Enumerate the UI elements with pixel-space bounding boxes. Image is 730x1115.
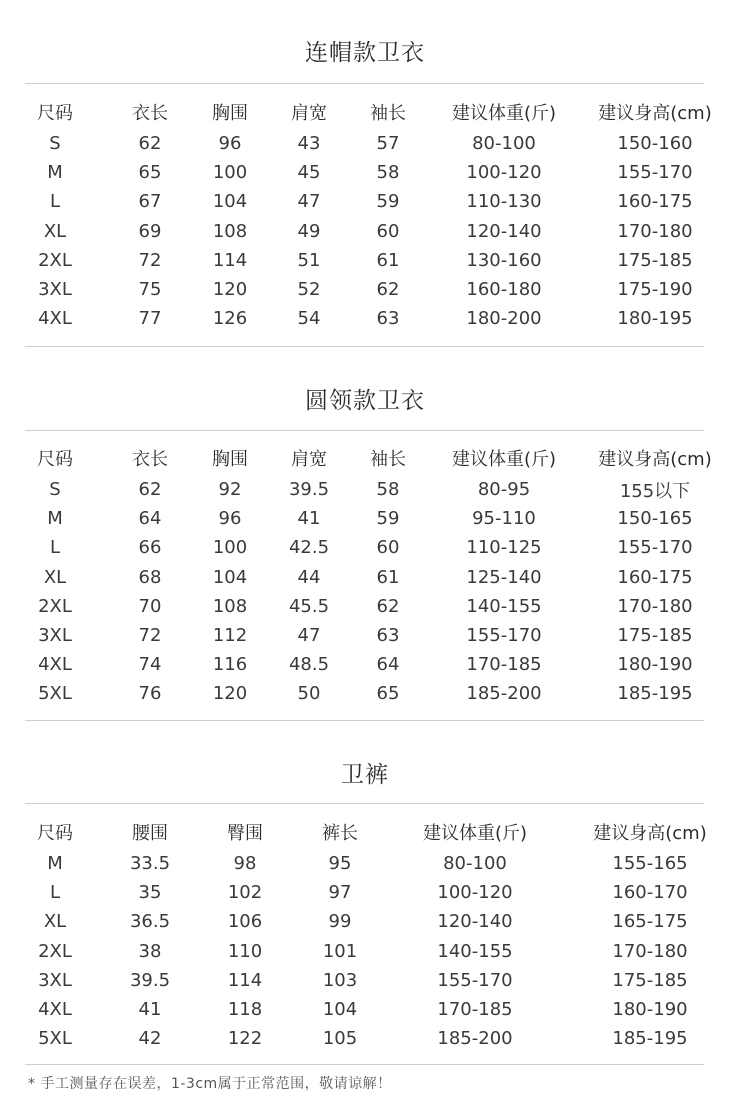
- value-cell: 100-120: [437, 882, 513, 904]
- value-cell: 175-185: [617, 249, 693, 271]
- value-cell: 58: [376, 479, 400, 501]
- value-cell: 80-100: [443, 853, 507, 875]
- value-cell: 130-160: [466, 249, 542, 271]
- value-cell: 126: [212, 308, 248, 330]
- size-cell: M: [47, 508, 63, 530]
- header-height: 建议身高(cm): [598, 449, 712, 470]
- table-row: [0, 275, 730, 304]
- table-row: [0, 187, 730, 216]
- table-row: [0, 129, 730, 158]
- value-cell: 75: [138, 279, 162, 301]
- table-row: [0, 621, 730, 650]
- size-cell: M: [47, 853, 63, 875]
- value-cell: 160-175: [617, 566, 693, 588]
- value-cell: 58: [376, 162, 400, 184]
- value-cell: 185-195: [612, 1028, 688, 1050]
- value-cell: 70: [138, 595, 162, 617]
- value-cell: 98: [233, 853, 257, 875]
- table-row: [0, 937, 730, 966]
- value-cell: 175-185: [612, 969, 688, 991]
- value-cell: 185-200: [466, 683, 542, 705]
- value-cell: 63: [376, 308, 400, 330]
- value-cell: 160-170: [612, 882, 688, 904]
- size-table-crewneck: [0, 441, 730, 709]
- header-sleeve: 袖长: [370, 103, 406, 124]
- value-cell: 170-180: [617, 595, 693, 617]
- header-hip: 臀围: [227, 823, 263, 844]
- size-cell: 2XL: [38, 249, 72, 271]
- value-cell: 57: [376, 133, 400, 155]
- size-table-pants: [0, 815, 730, 1053]
- value-cell: 77: [138, 308, 162, 330]
- value-cell: 180-195: [617, 308, 693, 330]
- value-cell: 160-180: [466, 279, 542, 301]
- size-cell: 5XL: [38, 1028, 72, 1050]
- value-cell: 170-185: [437, 999, 513, 1021]
- header-waist: 腰围: [132, 823, 168, 844]
- value-cell: 114: [227, 969, 263, 991]
- value-cell: 60: [376, 220, 400, 242]
- value-cell: 125-140: [466, 566, 542, 588]
- measurement-note: * 手工测量存在误差，1-3cm属于正常范围，敬请谅解！: [28, 1076, 392, 1092]
- header-chest: 胸围: [212, 449, 248, 470]
- header-length: 衣长: [132, 103, 168, 124]
- size-cell: XL: [43, 911, 67, 933]
- size-cell: 4XL: [38, 308, 72, 330]
- value-cell: 110-130: [466, 191, 542, 213]
- value-cell: 106: [227, 911, 263, 933]
- value-cell: 108: [212, 220, 248, 242]
- value-cell: 100: [212, 537, 248, 559]
- size-table-hoodie: [0, 95, 730, 333]
- value-cell: 74: [138, 654, 162, 676]
- header-sleeve: 袖长: [370, 449, 406, 470]
- value-cell: 42: [138, 1028, 162, 1050]
- header-size: 尺码: [37, 103, 73, 124]
- value-cell: 80-100: [472, 133, 536, 155]
- value-cell: 66: [138, 537, 162, 559]
- divider: [25, 720, 704, 721]
- value-cell: 122: [227, 1028, 263, 1050]
- value-cell: 155-170: [617, 162, 693, 184]
- value-cell: 140-155: [466, 595, 542, 617]
- size-cell: XL: [43, 220, 67, 242]
- size-cell: XL: [43, 566, 67, 588]
- table-header: [0, 441, 730, 475]
- value-cell: 63: [376, 625, 400, 647]
- value-cell: 95-110: [472, 508, 536, 530]
- value-cell: 67: [138, 191, 162, 213]
- value-cell: 69: [138, 220, 162, 242]
- value-cell: 180-200: [466, 308, 542, 330]
- table-row: [0, 533, 730, 562]
- value-cell: 102: [227, 882, 263, 904]
- size-cell: 3XL: [38, 969, 72, 991]
- size-cell: 3XL: [38, 279, 72, 301]
- value-cell: 45.5: [288, 595, 330, 617]
- value-cell: 49: [297, 220, 321, 242]
- divider: [25, 1064, 704, 1065]
- value-cell: 39.5: [129, 969, 171, 991]
- value-cell: 140-155: [437, 940, 513, 962]
- value-cell: 180-190: [617, 654, 693, 676]
- header-shoulder: 肩宽: [291, 449, 327, 470]
- value-cell: 65: [138, 162, 162, 184]
- divider: [25, 430, 704, 431]
- value-cell: 170-180: [612, 940, 688, 962]
- value-cell: 47: [297, 191, 321, 213]
- header-shoulder: 肩宽: [291, 103, 327, 124]
- header-pant-length: 裤长: [322, 823, 358, 844]
- value-cell: 185-195: [617, 683, 693, 705]
- value-cell: 165-175: [612, 911, 688, 933]
- value-cell: 44: [297, 566, 321, 588]
- value-cell: 155-165: [612, 853, 688, 875]
- value-cell: 61: [376, 249, 400, 271]
- table-row: [0, 475, 730, 504]
- header-length: 衣长: [132, 449, 168, 470]
- value-cell: 108: [212, 595, 248, 617]
- table-row: [0, 1024, 730, 1053]
- header-height: 建议身高(cm): [593, 823, 707, 844]
- value-cell: 185-200: [437, 1028, 513, 1050]
- value-cell: 64: [376, 654, 400, 676]
- table-row: [0, 246, 730, 275]
- value-cell: 112: [212, 625, 248, 647]
- header-weight: 建议体重(斤): [451, 103, 557, 124]
- value-cell: 104: [322, 999, 358, 1021]
- table-row: [0, 217, 730, 246]
- value-cell: 104: [212, 566, 248, 588]
- table-row: [0, 563, 730, 592]
- section-title-hoodie: 连帽款卫衣: [305, 40, 425, 66]
- value-cell: 47: [297, 625, 321, 647]
- value-cell: 92: [218, 479, 242, 501]
- table-row: [0, 650, 730, 679]
- header-height: 建议身高(cm): [598, 103, 712, 124]
- value-cell: 62: [138, 479, 162, 501]
- value-cell: 38: [138, 940, 162, 962]
- table-row: [0, 158, 730, 187]
- value-cell: 160-175: [617, 191, 693, 213]
- value-cell: 155以下: [619, 480, 691, 502]
- divider: [25, 346, 704, 347]
- size-cell: S: [49, 133, 61, 155]
- value-cell: 35: [138, 882, 162, 904]
- table-row: [0, 504, 730, 533]
- value-cell: 120-140: [466, 220, 542, 242]
- value-cell: 72: [138, 625, 162, 647]
- table-body: [0, 475, 730, 709]
- value-cell: 100: [212, 162, 248, 184]
- table-body: [0, 129, 730, 333]
- header-chest: 胸围: [212, 103, 248, 124]
- value-cell: 105: [322, 1028, 358, 1050]
- value-cell: 76: [138, 683, 162, 705]
- value-cell: 180-190: [612, 999, 688, 1021]
- value-cell: 68: [138, 566, 162, 588]
- value-cell: 62: [138, 133, 162, 155]
- value-cell: 50: [297, 683, 321, 705]
- value-cell: 48.5: [288, 654, 330, 676]
- size-cell: 5XL: [38, 683, 72, 705]
- value-cell: 120: [212, 683, 248, 705]
- table-row: [0, 966, 730, 995]
- value-cell: 62: [376, 595, 400, 617]
- value-cell: 155-170: [437, 969, 513, 991]
- value-cell: 51: [297, 249, 321, 271]
- value-cell: 99: [328, 911, 352, 933]
- value-cell: 42.5: [288, 537, 330, 559]
- section-title-pants: 卫裤: [341, 762, 389, 788]
- size-cell: L: [49, 882, 61, 904]
- table-body: [0, 849, 730, 1053]
- value-cell: 175-185: [617, 625, 693, 647]
- size-cell: 4XL: [38, 654, 72, 676]
- header-size: 尺码: [37, 449, 73, 470]
- header-size: 尺码: [37, 823, 73, 844]
- value-cell: 43: [297, 133, 321, 155]
- value-cell: 95: [328, 853, 352, 875]
- size-cell: 2XL: [38, 940, 72, 962]
- table-header: [0, 95, 730, 129]
- value-cell: 155-170: [466, 625, 542, 647]
- value-cell: 61: [376, 566, 400, 588]
- table-row: [0, 679, 730, 708]
- size-cell: L: [49, 537, 61, 559]
- value-cell: 155-170: [617, 537, 693, 559]
- value-cell: 104: [212, 191, 248, 213]
- table-row: [0, 878, 730, 907]
- table-header: [0, 815, 730, 849]
- table-row: [0, 849, 730, 878]
- value-cell: 54: [297, 308, 321, 330]
- value-cell: 59: [376, 508, 400, 530]
- section-title-crewneck: 圆领款卫衣: [305, 388, 425, 414]
- value-cell: 101: [322, 940, 358, 962]
- value-cell: 175-190: [617, 279, 693, 301]
- value-cell: 96: [218, 508, 242, 530]
- value-cell: 41: [297, 508, 321, 530]
- value-cell: 103: [322, 969, 358, 991]
- size-cell: 4XL: [38, 999, 72, 1021]
- value-cell: 114: [212, 249, 248, 271]
- value-cell: 97: [328, 882, 352, 904]
- value-cell: 64: [138, 508, 162, 530]
- divider: [25, 803, 704, 804]
- value-cell: 110-125: [466, 537, 542, 559]
- value-cell: 52: [297, 279, 321, 301]
- value-cell: 118: [227, 999, 263, 1021]
- value-cell: 80-95: [477, 479, 531, 501]
- value-cell: 60: [376, 537, 400, 559]
- value-cell: 33.5: [129, 853, 171, 875]
- value-cell: 96: [218, 133, 242, 155]
- value-cell: 116: [212, 654, 248, 676]
- value-cell: 150-160: [617, 133, 693, 155]
- value-cell: 120-140: [437, 911, 513, 933]
- value-cell: 120: [212, 279, 248, 301]
- size-cell: L: [49, 191, 61, 213]
- table-row: [0, 907, 730, 936]
- value-cell: 45: [297, 162, 321, 184]
- size-cell: 2XL: [38, 595, 72, 617]
- table-row: [0, 304, 730, 333]
- value-cell: 39.5: [288, 479, 330, 501]
- value-cell: 170-185: [466, 654, 542, 676]
- size-cell: S: [49, 479, 61, 501]
- value-cell: 110: [227, 940, 263, 962]
- header-weight: 建议体重(斤): [451, 449, 557, 470]
- divider: [25, 83, 704, 84]
- table-row: [0, 592, 730, 621]
- value-cell: 36.5: [129, 911, 171, 933]
- table-row: [0, 995, 730, 1024]
- size-cell: 3XL: [38, 625, 72, 647]
- value-cell: 72: [138, 249, 162, 271]
- header-weight: 建议体重(斤): [422, 823, 528, 844]
- size-cell: M: [47, 162, 63, 184]
- value-cell: 59: [376, 191, 400, 213]
- value-cell: 62: [376, 279, 400, 301]
- value-cell: 100-120: [466, 162, 542, 184]
- value-cell: 170-180: [617, 220, 693, 242]
- value-cell: 150-165: [617, 508, 693, 530]
- value-cell: 41: [138, 999, 162, 1021]
- value-cell: 65: [376, 683, 400, 705]
